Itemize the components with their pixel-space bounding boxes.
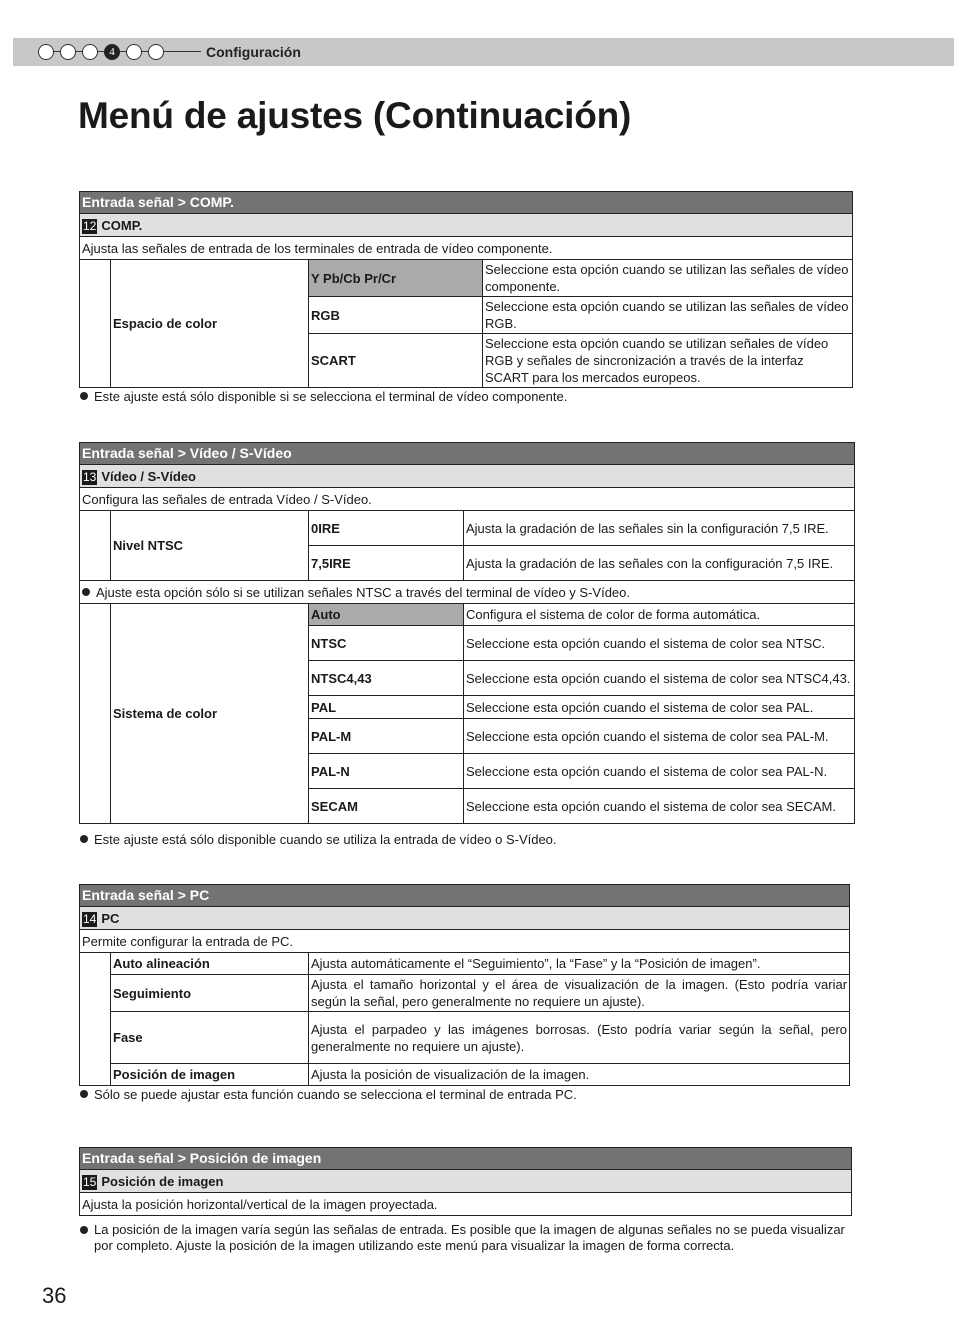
item-number-badge: 15 [83,1174,97,1189]
option-description: Seleccione esta opción cuando el sistema de color sea PAL-M. [464,719,855,754]
section-subheader [80,1170,852,1193]
item-name: Posición de imagen [101,1173,224,1189]
section-description: Permite configurar la entrada de PC. [80,930,850,953]
note-text: La posición de la imagen varía según las señalas de entrada. Es posible que la imagen de algunas señales no se pueda visualizar por completo. Ajuste la posición de la imagen utilizando este menú para visualizar la imagen de forma correcta. [94,1222,845,1253]
section-header: Entrada señal > Posición de imagen [80,1148,852,1170]
setting-label: Auto alineación [111,953,309,975]
option-name: NTSC [309,626,464,661]
section-header: Entrada señal > Vídeo / S-Vídeo [80,443,855,465]
option-name: RGB [309,297,483,334]
video-settings-table [79,442,855,824]
page-title: Menú de ajustes (Continuación) [78,95,632,136]
option-description: Seleccione esta opción cuando el sistema de color sea NTSC4,43. [464,661,855,696]
step-circle-current: 4 [104,44,120,60]
comp-settings-table [79,191,853,388]
item-name: Vídeo / S-Vídeo [101,468,196,484]
section-header: Entrada señal > COMP. [80,192,853,214]
bullet-icon [82,588,90,596]
item-number-badge: 12 [83,218,97,233]
position-settings-table [79,1147,852,1216]
option-description: Seleccione esta opción cuando el sistema de color sea PAL-N. [464,754,855,789]
setting-description: Ajusta automáticamente el “Seguimiento”, la “Fase” y la “Posición de imagen”. [309,953,850,975]
section-description: Ajusta las señales de entrada de los terminales de entrada de vídeo componente. [80,237,853,260]
option-name-selected: Y Pb/Cb Pr/Cr [309,260,483,297]
page-number: 36 [42,1283,67,1308]
item-name: PC [101,910,120,926]
indent-cell [80,604,111,824]
indent-cell [80,953,111,1086]
setting-label: Fase [111,1012,309,1064]
pc-settings-table [79,884,850,1086]
option-name: PAL [309,696,464,719]
bullet-icon [80,835,88,843]
option-name: NTSC4,43 [309,661,464,696]
note-text: Sólo se puede ajustar esta función cuando se selecciona el terminal de entrada PC. [94,1087,577,1102]
bullet-icon [80,1226,88,1234]
option-name: 0IRE [309,511,464,546]
item-number-badge: 13 [83,469,97,484]
chapter-title: Configuración [206,44,301,60]
option-description: Configura el sistema de color de forma automática. [464,604,855,626]
option-description: Seleccione esta opción cuando se utilizan las señales de vídeo componente. [483,260,853,297]
setting-description: Ajusta el tamaño horizontal y el área de visualización de la imagen. (Esto podría variar según la señal, pero generalmente no requiere un ajuste). [309,975,850,1012]
section-description: Configura las señales de entrada Vídeo / S-Vídeo. [80,488,855,511]
option-description: Seleccione esta opción cuando el sistema de color sea PAL. [464,696,855,719]
video-note [80,832,850,848]
position-note [80,1222,852,1254]
setting-label: Espacio de color [111,260,309,388]
setting-description: Ajusta la posición de visualización de la imagen. [309,1064,850,1086]
setting-label: Sistema de color [111,604,309,824]
section-subheader [80,214,853,237]
step-circle [60,44,76,60]
section-header: Entrada señal > PC [80,885,850,907]
step-circle [126,44,142,60]
option-description: Seleccione esta opción cuando el sistema de color sea NTSC. [464,626,855,661]
note-text: Este ajuste está sólo disponible cuando se utiliza la entrada de vídeo o S-Vídeo. [94,832,557,847]
step-circle [82,44,98,60]
option-name: SCART [309,334,483,388]
pc-note [80,1087,850,1103]
chapter-header-bar [13,38,954,66]
option-name: SECAM [309,789,464,824]
option-description: Seleccione esta opción cuando se utilizan señales de vídeo RGB y señales de sincronización a través de la interfaz SCART para los mercados europeos. [483,334,853,388]
section-description: Ajusta la posición horizontal/vertical de la imagen proyectada. [80,1193,852,1216]
option-name-selected: Auto [309,604,464,626]
section-subheader [80,907,850,930]
comp-note [80,389,850,405]
inline-note [80,581,855,604]
setting-label: Posición de imagen [111,1064,309,1086]
chapter-steps [38,44,170,60]
bullet-icon [80,1090,88,1098]
step-circle [148,44,164,60]
option-name: PAL-M [309,719,464,754]
item-name: COMP. [101,217,143,233]
indent-cell [80,260,111,388]
setting-label: Nivel NTSC [111,511,309,581]
indent-cell [80,511,111,581]
item-number-badge: 14 [83,911,97,926]
step-circle [38,44,54,60]
option-name: 7,5IRE [309,546,464,581]
option-description: Seleccione esta opción cuando el sistema de color sea SECAM. [464,789,855,824]
option-name: PAL-N [309,754,464,789]
option-description: Seleccione esta opción cuando se utilizan las señales de vídeo RGB. [483,297,853,334]
option-description: Ajusta la gradación de las señales con la configuración 7,5 IRE. [464,546,855,581]
bullet-icon [80,392,88,400]
note-text: Este ajuste está sólo disponible si se selecciona el terminal de vídeo componente. [94,389,568,404]
setting-label: Seguimiento [111,975,309,1012]
note-text: Ajuste esta opción sólo si se utilizan señales NTSC a través del terminal de vídeo y S-Vídeo. [96,584,630,600]
option-description: Ajusta la gradación de las señales sin la configuración 7,5 IRE. [464,511,855,546]
section-subheader [80,465,855,488]
setting-description: Ajusta el parpadeo y las imágenes borrosas. (Esto podría variar según la señal, pero generalmente no requiere un ajuste). [309,1012,850,1064]
